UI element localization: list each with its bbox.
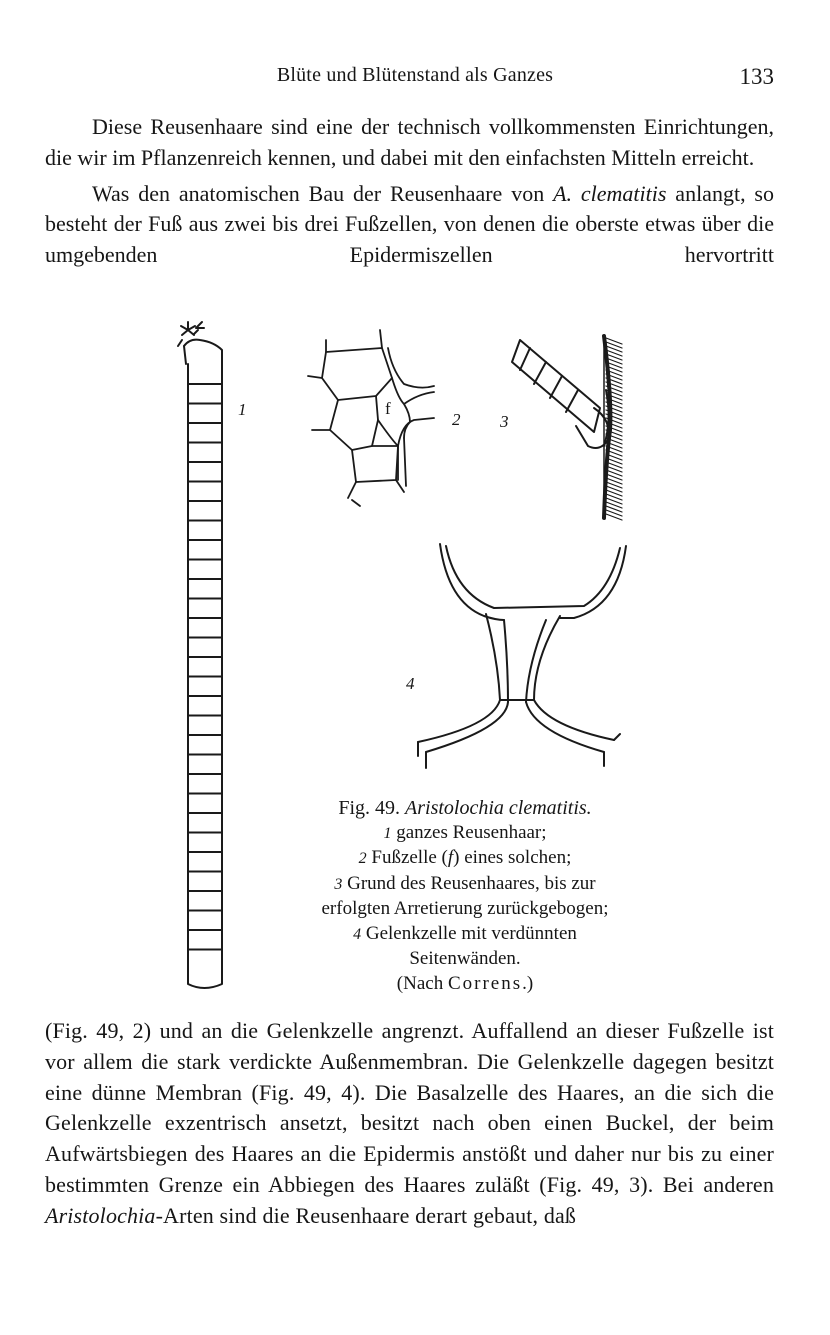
cell-label-f: f bbox=[385, 399, 391, 418]
caption-number-3: 3 bbox=[334, 875, 343, 893]
paragraph-continuation-start: (Fig. 49, 2) und an die Gelenkzelle angrenzt. Auffallend an dieser Fußzelle ist vor allem die stark verdickte Außenmembran. Die Gelenkzelle dagegen besitzt eine dünne Membran (Fig. 49, 4). Die Basalzelle des Haares, an die sich die Gelenkzelle exzentrisch ansetzt, besitzt nach oben einen Buckel, der beim Aufwärtsbiegen des Haares an die Epidermis anstößt und daher nur bis zu einer bestimmten Grenze ein Abbiegen des Haares zuläßt (Fig. 49, 3). Bei anderen bbox=[45, 1018, 774, 1197]
caption-line-3 bbox=[270, 872, 660, 898]
paragraph-anatomy-end: anlangt, so besteht der Fuß aus zwei bis drei Fußzellen, von denen die oberste etwas über die umgebenden Epidermiszellen hervortritt bbox=[45, 180, 774, 268]
page-number: 133 bbox=[739, 64, 774, 89]
caption-text-2b: ) eines solchen; bbox=[453, 847, 572, 868]
caption-number-2: 2 bbox=[358, 850, 367, 867]
drawing-4-joint-cell bbox=[418, 544, 626, 768]
caption-text-2a: Fußzelle ( bbox=[366, 847, 448, 868]
caption-source-open: (Nach bbox=[396, 972, 448, 994]
caption-author: Correns bbox=[447, 972, 523, 994]
species-name: A. clematitis bbox=[553, 180, 667, 206]
figure-caption bbox=[270, 796, 660, 996]
figure-label-3: 3 bbox=[500, 412, 509, 431]
caption-number-1: 1 bbox=[383, 824, 392, 842]
caption-line-6: Seitenwänden. bbox=[409, 948, 521, 969]
running-title: Blüte und Blütenstand als Ganzes bbox=[276, 64, 554, 86]
hair-cell-walls bbox=[188, 384, 222, 950]
paragraph-anatomy-start: Was den anatomischen Bau der Reusenhaare von bbox=[92, 180, 554, 206]
drawing-2-foot-cell bbox=[308, 330, 434, 506]
caption-text-1: ganzes Reusenhaar; bbox=[391, 821, 547, 843]
figure-label-1: 1 bbox=[238, 400, 247, 419]
caption-line-1 bbox=[270, 821, 660, 847]
caption-source-close: .) bbox=[522, 972, 534, 994]
genus-name: Aristolochia bbox=[45, 1202, 156, 1228]
caption-text-2f: f bbox=[447, 847, 454, 868]
caption-text-3: Grund des Reusenhaares, bis zur bbox=[342, 872, 596, 894]
figure-label-4: 4 bbox=[406, 674, 415, 693]
caption-title bbox=[270, 796, 660, 821]
body-text-bottom bbox=[45, 1016, 774, 1237]
caption-text-5: Gelenkzelle mit verdünnten bbox=[361, 922, 577, 944]
caption-species: Aristolochia clematitis. bbox=[405, 797, 592, 819]
caption-line-2 bbox=[270, 846, 660, 872]
drawing-3-bent-hair-base bbox=[512, 336, 622, 520]
paragraph-reusenhaare: Diese Reusenhaare sind eine der technisch vollkommensten Einrichtungen, die wir im Pflanzenreich kennen, und dabei mit den einfachsten Mitteln erreicht. bbox=[45, 114, 774, 170]
paragraph-continuation-end: -Arten sind die Reusenhaare derart gebaut, daß bbox=[155, 1202, 577, 1228]
caption-number-4: 4 bbox=[353, 925, 362, 943]
figure-label-2: 2 bbox=[452, 410, 461, 429]
caption-line-5 bbox=[270, 922, 660, 948]
paragraph-continuation bbox=[45, 1016, 774, 1232]
drawing-1-whole-hair bbox=[178, 322, 222, 988]
caption-line-7 bbox=[270, 972, 660, 997]
hair-segments bbox=[188, 384, 222, 950]
caption-line-4: erfolgten Arretierung zurückgebogen; bbox=[321, 898, 609, 919]
caption-fig-ref: Fig. 49. bbox=[338, 797, 401, 819]
